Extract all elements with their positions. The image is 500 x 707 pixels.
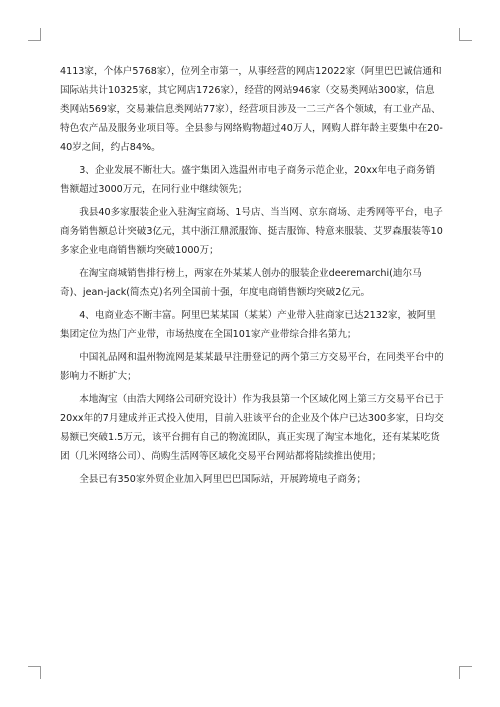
margin-mark-top-left — [28, 28, 41, 41]
margin-mark-bottom-right — [459, 666, 472, 679]
margin-mark-top-right — [459, 28, 472, 41]
paragraph-6: 中国礼品网和温州物流网是某某最早注册登记的两个第三方交易平台，在同类平台中的影响力不断扩大； — [60, 352, 444, 382]
paragraph-5: 4、电商业态不断丰富。阿里巴某某国（某某）产业带入驻商家已达2132家，被阿里集团定位为热门产业带，市场热度在全国101家产业带综合排名第九； — [60, 310, 436, 340]
paragraph-4: 在淘宝商城销售排行榜上，两家在外某某人创办的服装企业deeremarchi(迪尔马奇)、jean-jack(简杰克)名列全国前十强，年度电商销售额均突破2亿元。 — [60, 268, 422, 298]
paragraph-7: 本地淘宝（由浩大网络公司研究设计）作为我县第一个区域化网上第三方交易平台已于20xx年的7月建成并正式投入使用，目前入驻该平台的企业及个体户已达300多家，日均交易额已突破1.5万元，该平台拥有自己的物流团队，真正实现了淘宝本地化，还有某某吃货团（几米网络公司）、尚购生活网等区域化交易平台网站都将陆续推出使用； — [60, 394, 444, 462]
margin-mark-bottom-left — [28, 666, 41, 679]
paragraph-8: 全县已有350家外贸企业加入阿里巴巴国际站，开展跨境电子商务； — [79, 474, 367, 485]
paragraph-3: 我县40多家服装企业入驻淘宝商场、1号店、当当网、京东商场、走秀网等平台，电子商务销售额总计突破3亿元，其中浙江鼎派服饰、挺吉服饰、特意来服装、艾罗森服装等10多家企业电商销售额均突破1000万； — [60, 207, 443, 256]
paragraph-2: 3、企业发展不断壮大。盛宇集团入选温州市电子商务示范企业，20xx年电子商务销售额超过3000万元，在同行业中继续领先； — [60, 165, 436, 195]
document-body — [60, 62, 444, 493]
paragraph-1: 4113家，个体户5768家），位列全市第一，从事经营的网店12022家（阿里巴巴诚信通和国际站共计10325家，其它网店1726家），经营的网站946家（交易类网站300家，信息类网站569家，交易兼信息类网站77家），经营项目涉及一二三产各个领域，有工业产品、特色农产品及服务业项目等。全县参与网络购物超过40万人，网购人群年龄主要集中在20-40岁之间，约占84%。 — [60, 66, 443, 153]
